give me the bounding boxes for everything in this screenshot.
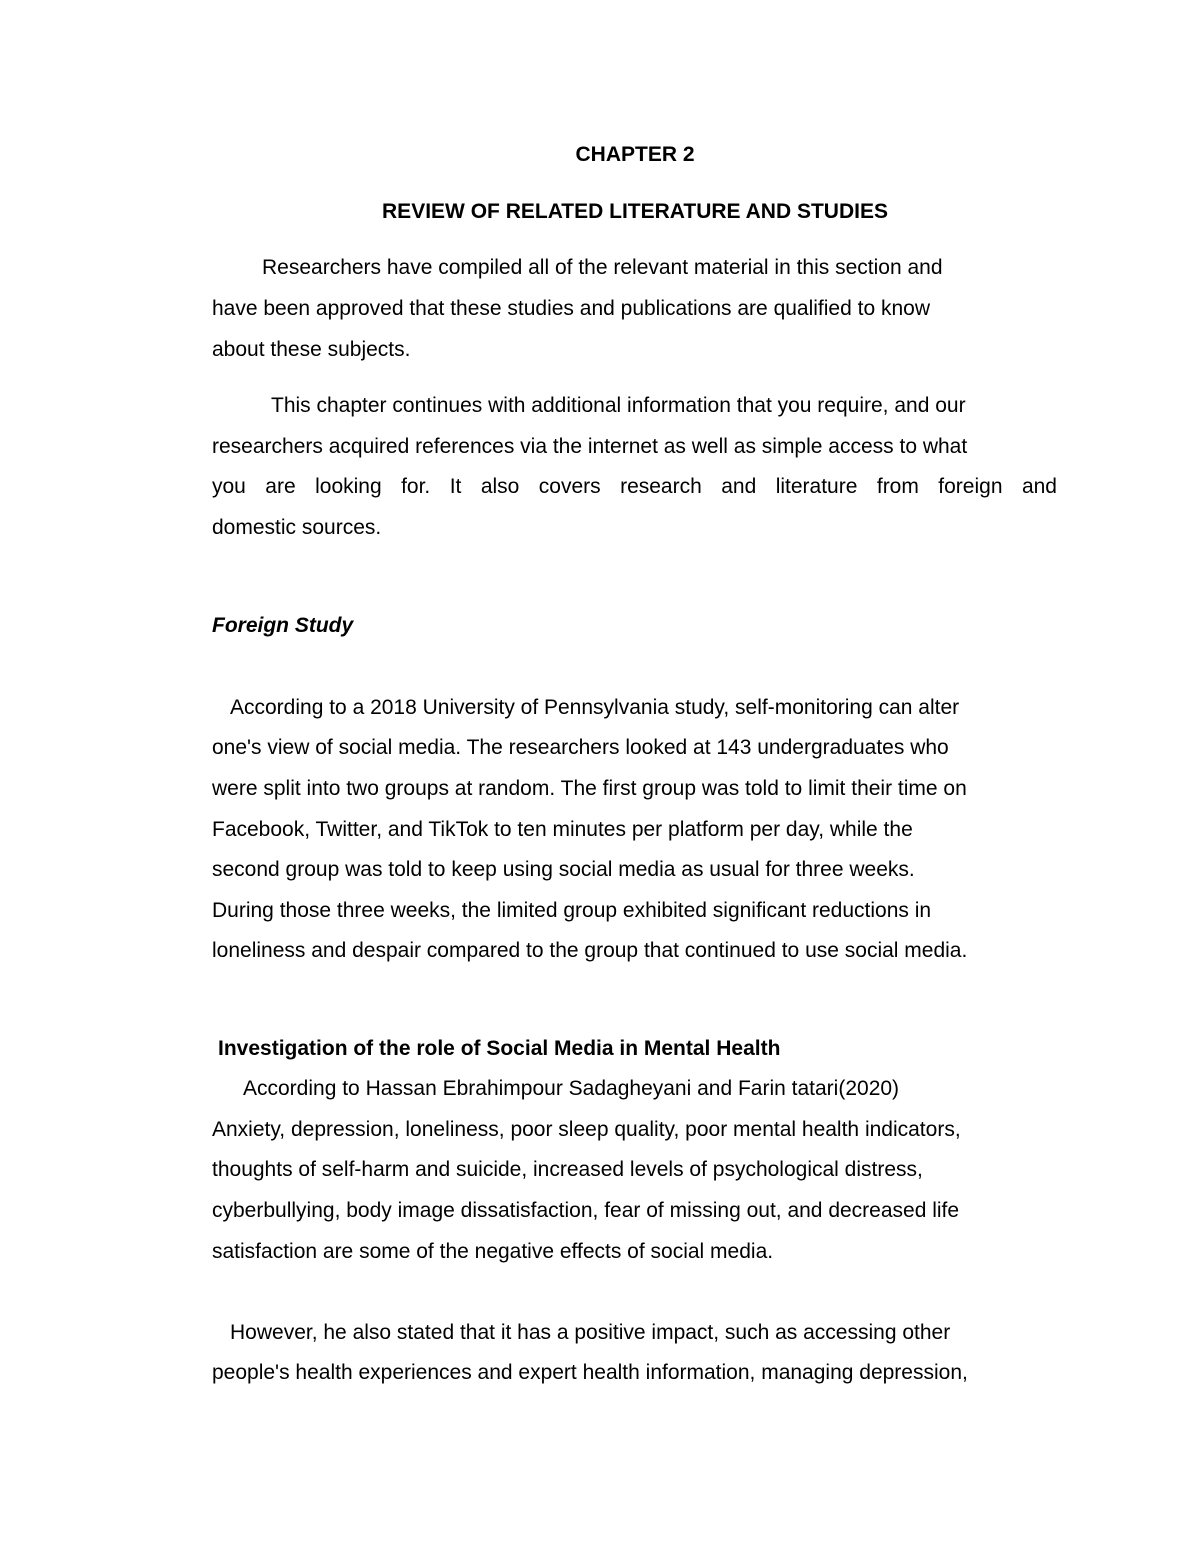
- text-line: loneliness and despair compared to the group that continued to use social media.: [212, 939, 968, 962]
- text-line: domestic sources.: [212, 516, 382, 539]
- text-line: However, he also stated that it has a positive impact, such as accessing other: [230, 1321, 951, 1344]
- text-line: satisfaction are some of the negative effects of social media.: [212, 1240, 774, 1263]
- text-line: thoughts of self-harm and suicide, increased levels of psychological distress,: [212, 1158, 923, 1181]
- text-line: This chapter continues with additional information that you require, and our: [271, 394, 966, 417]
- text-line: about these subjects.: [212, 338, 411, 361]
- text-line: According to Hassan Ebrahimpour Sadagheyani and Farin tatari(2020): [243, 1077, 900, 1100]
- chapter-subtitle: REVIEW OF RELATED LITERATURE AND STUDIES: [382, 200, 888, 223]
- text-line: have been approved that these studies and publications are qualified to know: [212, 297, 930, 320]
- text-line: Facebook, Twitter, and TikTok to ten minutes per platform per day, while the: [212, 818, 913, 841]
- section-heading-foreign-study: Foreign Study: [212, 614, 354, 637]
- text-line: cyberbullying, body image dissatisfaction, fear of missing out, and decreased life: [212, 1199, 960, 1222]
- text-line: one's view of social media. The researchers looked at 143 undergraduates who: [212, 736, 949, 759]
- text-line: According to a 2018 University of Pennsylvania study, self-monitoring can alter: [230, 696, 960, 719]
- text-line: During those three weeks, the limited group exhibited significant reductions in: [212, 899, 932, 922]
- text-line: researchers acquired references via the internet as well as simple access to what: [212, 435, 968, 458]
- chapter-title: CHAPTER 2: [575, 143, 695, 166]
- text-line: second group was told to keep using social media as usual for three weeks.: [212, 858, 915, 881]
- text-line: were split into two groups at random. The first group was told to limit their time on: [212, 777, 967, 800]
- text-line: you are looking for. It also covers research and literature from foreign and: [212, 475, 1057, 498]
- text-line: people's health experiences and expert health information, managing depression,: [212, 1361, 968, 1384]
- text-line: Anxiety, depression, loneliness, poor sleep quality, poor mental health indicators,: [212, 1118, 961, 1141]
- text-line: Researchers have compiled all of the relevant material in this section and: [262, 256, 943, 279]
- section-heading-investigation: Investigation of the role of Social Media in Mental Health: [218, 1037, 781, 1060]
